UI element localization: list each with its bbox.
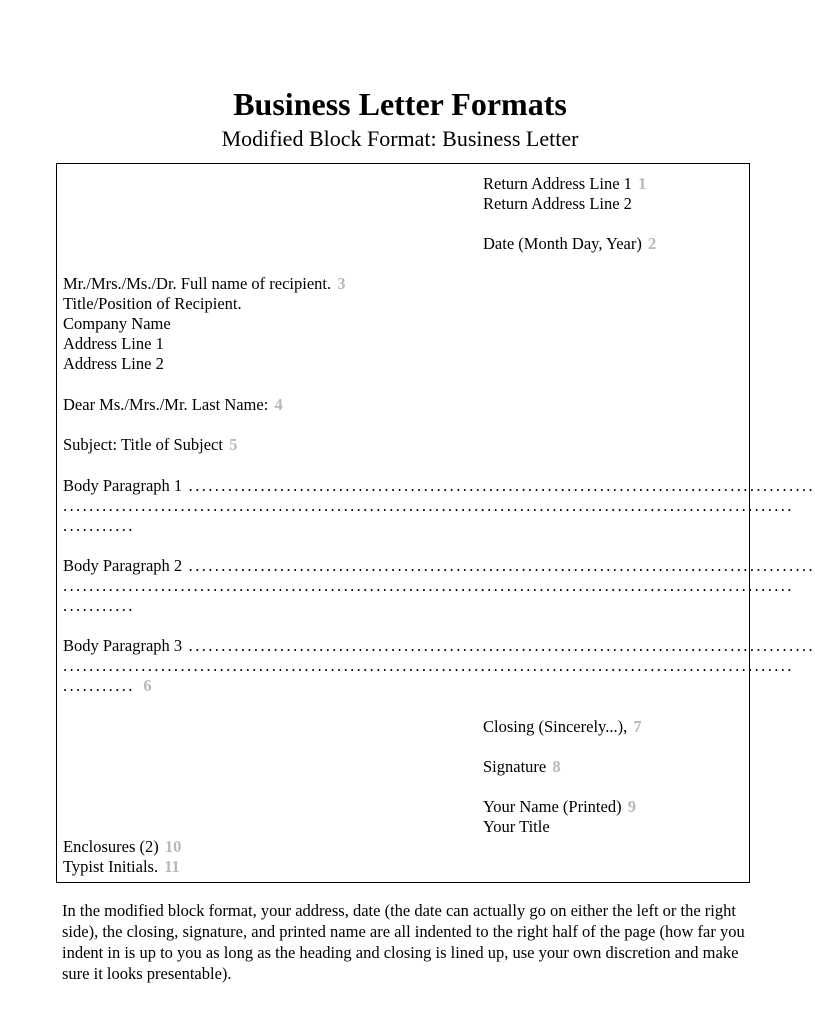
marker-5: 5 (229, 435, 238, 454)
salutation: Dear Ms./Mrs./Mr. Last Name: 4 (63, 395, 283, 414)
body-paragraph-1-line-2: ................................................................................................................ (63, 496, 794, 515)
return-address-line-1: Return Address Line 1 1 (483, 174, 647, 193)
recipient-name: Mr./Mrs./Ms./Dr. Full name of recipient. 3 (63, 274, 346, 293)
body-paragraph-1-line-1: Body Paragraph 1 ................................................................................................ (63, 476, 815, 495)
body-paragraph-2-line-2: ................................................................................................................ (63, 576, 794, 595)
marker-6: 6 (143, 676, 152, 695)
signature-line: Signature 8 (483, 757, 561, 776)
marker-8: 8 (552, 757, 561, 776)
marker-3: 3 (337, 274, 346, 293)
document-subtitle: Modified Block Format: Business Letter (221, 126, 579, 151)
marker-7: 7 (633, 717, 642, 736)
letter-template-box (56, 163, 815, 883)
typist-initials-line: Typist Initials. 11 (63, 857, 180, 876)
explanation-paragraph: In the modified block format, your address, date (the date can actually go on either the left or the right side), the closing, signature, and printed name are all indented to the right half of the page (how far you indent in is up to you as long as the heading and closing is lined up, use your own discretion and make sure it looks presentable). (62, 901, 745, 983)
date-line: Date (Month Day, Year) 2 (483, 234, 657, 253)
recipient-address-1: Address Line 1 (63, 334, 164, 353)
marker-1: 1 (638, 174, 647, 193)
closing-line: Closing (Sincerely...), 7 (483, 717, 642, 736)
printed-name-line: Your Name (Printed) 9 (483, 797, 636, 816)
return-address-line-2: Return Address Line 2 (483, 194, 632, 213)
body-paragraph-2-line-3: ........... (63, 596, 135, 615)
marker-4: 4 (274, 395, 283, 414)
body-paragraph-3-line-1: Body Paragraph 3 ................................................................................................ (63, 636, 815, 655)
enclosures-line: Enclosures (2) 10 (63, 837, 182, 856)
recipient-title: Title/Position of Recipient. (63, 294, 242, 313)
document-title: Business Letter Formats (233, 86, 567, 122)
marker-10: 10 (164, 837, 182, 856)
body-paragraph-1-line-3: ........... (63, 516, 135, 535)
subject-line: Subject: Title of Subject 5 (63, 435, 238, 454)
recipient-company: Company Name (63, 314, 171, 333)
your-title-line: Your Title (483, 817, 550, 836)
body-paragraph-3-line-3: ........... 6 (63, 676, 152, 695)
body-paragraph-3-line-2: ................................................................................................................ (63, 656, 794, 675)
marker-9: 9 (627, 797, 636, 816)
body-paragraph-2-line-1: Body Paragraph 2 ................................................................................................ (63, 556, 815, 575)
marker-2: 2 (647, 234, 657, 253)
recipient-address-2: Address Line 2 (63, 354, 164, 373)
marker-11: 11 (164, 857, 180, 876)
